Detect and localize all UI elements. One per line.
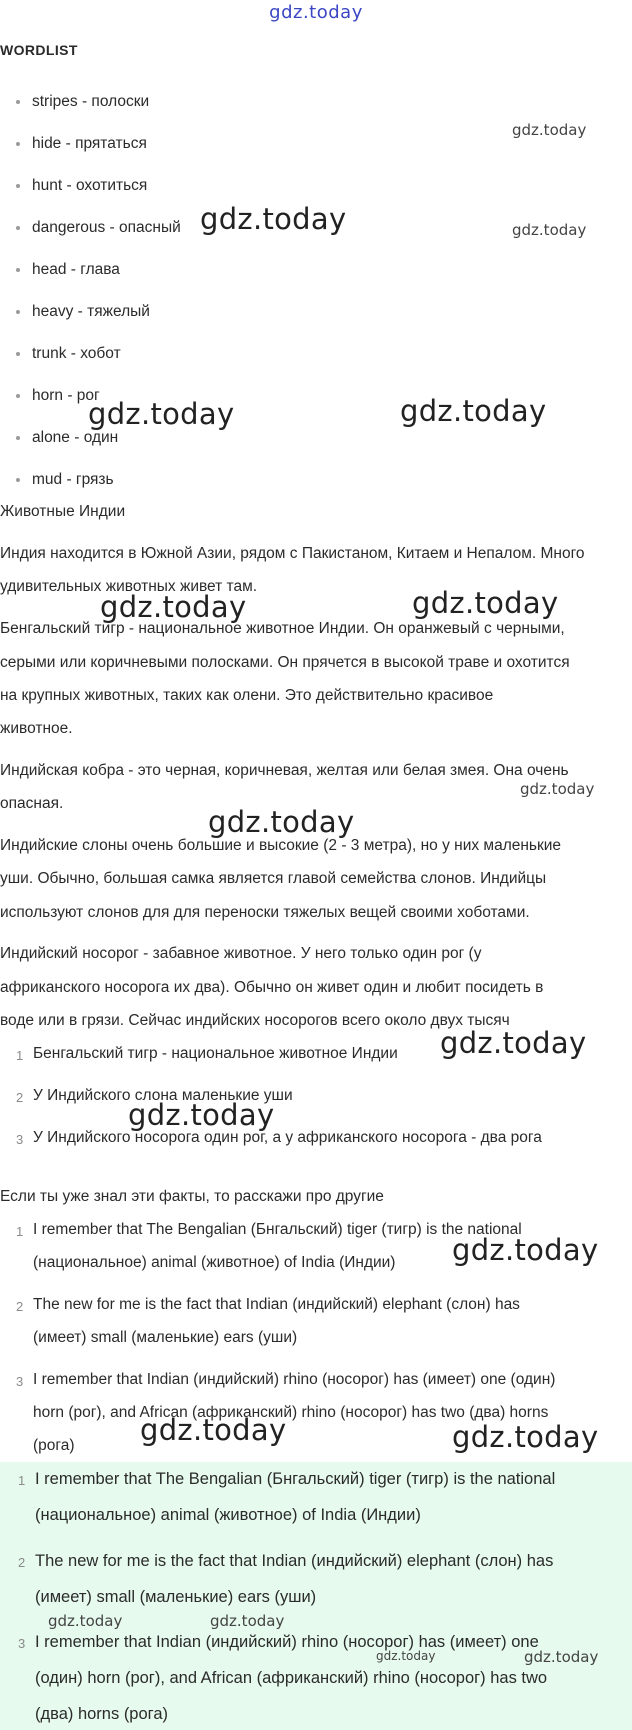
answer-box-line: (два) horns (рога) xyxy=(35,1705,168,1723)
paragraph-line: Бенгальский тигр - национальное животное Индии. Он оранжевый с черными, xyxy=(0,620,565,637)
bullet-icon xyxy=(16,268,20,272)
list-number: 1 xyxy=(18,1473,26,1488)
answer-box-line: The new for me is the fact that Indian (индийский) elephant (слон) has xyxy=(35,1552,554,1570)
paragraph-line: животное. xyxy=(0,720,73,737)
watermark: gdz.today xyxy=(100,590,247,624)
paragraph-line: африканского носорога их два). Обычно он живет один и любит посидеть в xyxy=(0,979,544,996)
wordlist-item: trunk - хобот xyxy=(32,345,121,363)
bullet-icon xyxy=(16,142,20,146)
answer-line: I remember that The Bengalian (Бнгальский) tiger (тигр) is the national xyxy=(33,1221,522,1238)
watermark: gdz.today xyxy=(440,1026,587,1060)
bullet-icon xyxy=(16,436,20,440)
answer-box-line: I remember that The Bengalian (Бнгальский) tiger (тигр) is the national xyxy=(35,1470,556,1488)
watermark: gdz.today xyxy=(512,121,587,139)
wordlist-item: alone - один xyxy=(32,429,118,447)
answer-box-line: I remember that Indian (индийский) rhino (носорог) has (имеет) one xyxy=(35,1633,539,1651)
watermark: gdz.today xyxy=(524,1648,599,1666)
answer-line: (имеет) small (маленькие) ears (уши) xyxy=(33,1329,298,1346)
answer-box-line: (один) horn (рог), and African (африканский) rhino (носорог) has two xyxy=(35,1669,548,1687)
watermark: gdz.today xyxy=(452,1233,599,1267)
text-title: Животные Индии xyxy=(0,503,126,520)
paragraph-line: уши. Обычно, большая самка является главой семейства слонов. Индийцы xyxy=(0,870,547,887)
list-number: 2 xyxy=(16,1299,24,1314)
paragraph-line: серыми или коричневыми полосками. Он прячется в высокой траве и охотится xyxy=(0,654,570,671)
answer-line: The new for me is the fact that Indian (индийский) elephant (слон) has xyxy=(33,1296,520,1313)
wordlist-item: hide - прятаться xyxy=(32,135,147,153)
paragraph-line: опасная. xyxy=(0,795,64,812)
watermark: gdz.today xyxy=(400,394,547,428)
answer-line: (национальное) animal (животное) of India (Индии) xyxy=(33,1254,396,1271)
answer-line: horn (рог), and African (африканский) rhino (носорог) has two (два) horns xyxy=(33,1404,549,1421)
list-number: 3 xyxy=(18,1636,26,1651)
wordlist-item: dangerous - опасный xyxy=(32,219,181,237)
wordlist-item: mud - грязь xyxy=(32,471,114,489)
wordlist-item: stripes - полоски xyxy=(32,93,149,111)
answer-line: (рога) xyxy=(33,1437,75,1454)
bullet-icon xyxy=(16,184,20,188)
answer-box-line: (национальное) animal (животное) of India (Индии) xyxy=(35,1506,421,1524)
watermark: gdz.today xyxy=(208,805,355,839)
list-number: 3 xyxy=(16,1374,24,1389)
paragraph-line: Индийские слоны очень большие и высокие (2 - 3 метра), но у них маленькие xyxy=(0,837,562,854)
list-number: 2 xyxy=(16,1090,24,1105)
watermark: gdz.today xyxy=(412,586,559,620)
paragraph-line: используют слонов для для переноски тяжелых вещей своими хоботами. xyxy=(0,904,530,921)
fact-item: У Индийского слона маленькие уши xyxy=(33,1087,293,1104)
paragraph-line: удивительных животных живет там. xyxy=(0,578,258,595)
bullet-icon xyxy=(16,352,20,356)
bullet-icon xyxy=(16,310,20,314)
answer-box-line: (имеет) small (маленькие) ears (уши) xyxy=(35,1588,317,1606)
task-prompt: Если ты уже знал эти факты, то расскажи про другие xyxy=(0,1188,384,1205)
paragraph-line: воде или в грязи. Сейчас индийских носорогов всего около двух тысяч xyxy=(0,1012,510,1029)
wordlist-item: head - глава xyxy=(32,261,120,279)
wordlist-heading: WORDLIST xyxy=(0,42,78,58)
site-logo[interactable]: gdz.today xyxy=(269,2,363,23)
wordlist-item: heavy - тяжелый xyxy=(32,303,150,321)
paragraph-line: на крупных животных, таких как олени. Это действительно красивое xyxy=(0,687,494,704)
fact-item: Бенгальский тигр - национальное животное Индии xyxy=(33,1045,398,1062)
wordlist-item: horn - рог xyxy=(32,387,100,405)
bullet-icon xyxy=(16,226,20,230)
watermark: gdz.today xyxy=(520,780,595,798)
bullet-icon xyxy=(16,100,20,104)
wordlist-item: hunt - охотиться xyxy=(32,177,147,195)
watermark: gdz.today xyxy=(88,397,235,431)
watermark: gdz.today xyxy=(200,202,347,236)
watermark: gdz.today xyxy=(48,1612,123,1630)
fact-item: У Индийского носорога один рог, а у африканского носорога - два рога xyxy=(33,1129,542,1146)
watermark: gdz.today xyxy=(376,1649,436,1663)
bullet-icon xyxy=(16,394,20,398)
watermark: gdz.today xyxy=(210,1612,285,1630)
watermark: gdz.today xyxy=(140,1413,287,1447)
list-number: 1 xyxy=(16,1048,24,1063)
watermark: gdz.today xyxy=(452,1420,599,1454)
paragraph-line: Индийский носорог - забавное животное. У него только один рог (у xyxy=(0,945,482,962)
watermark: gdz.today xyxy=(512,221,587,239)
list-number: 2 xyxy=(18,1555,26,1570)
answer-line: I remember that Indian (индийский) rhino (носорог) has (имеет) one (один) xyxy=(33,1371,556,1388)
paragraph-line: Индия находится в Южной Азии, рядом с Пакистаном, Китаем и Непалом. Много xyxy=(0,545,585,562)
watermark: gdz.today xyxy=(128,1098,275,1132)
paragraph-line: Индийская кобра - это черная, коричневая, желтая или белая змея. Она очень xyxy=(0,762,569,779)
list-number: 3 xyxy=(16,1132,24,1147)
list-number: 1 xyxy=(16,1224,24,1239)
bullet-icon xyxy=(16,478,20,482)
